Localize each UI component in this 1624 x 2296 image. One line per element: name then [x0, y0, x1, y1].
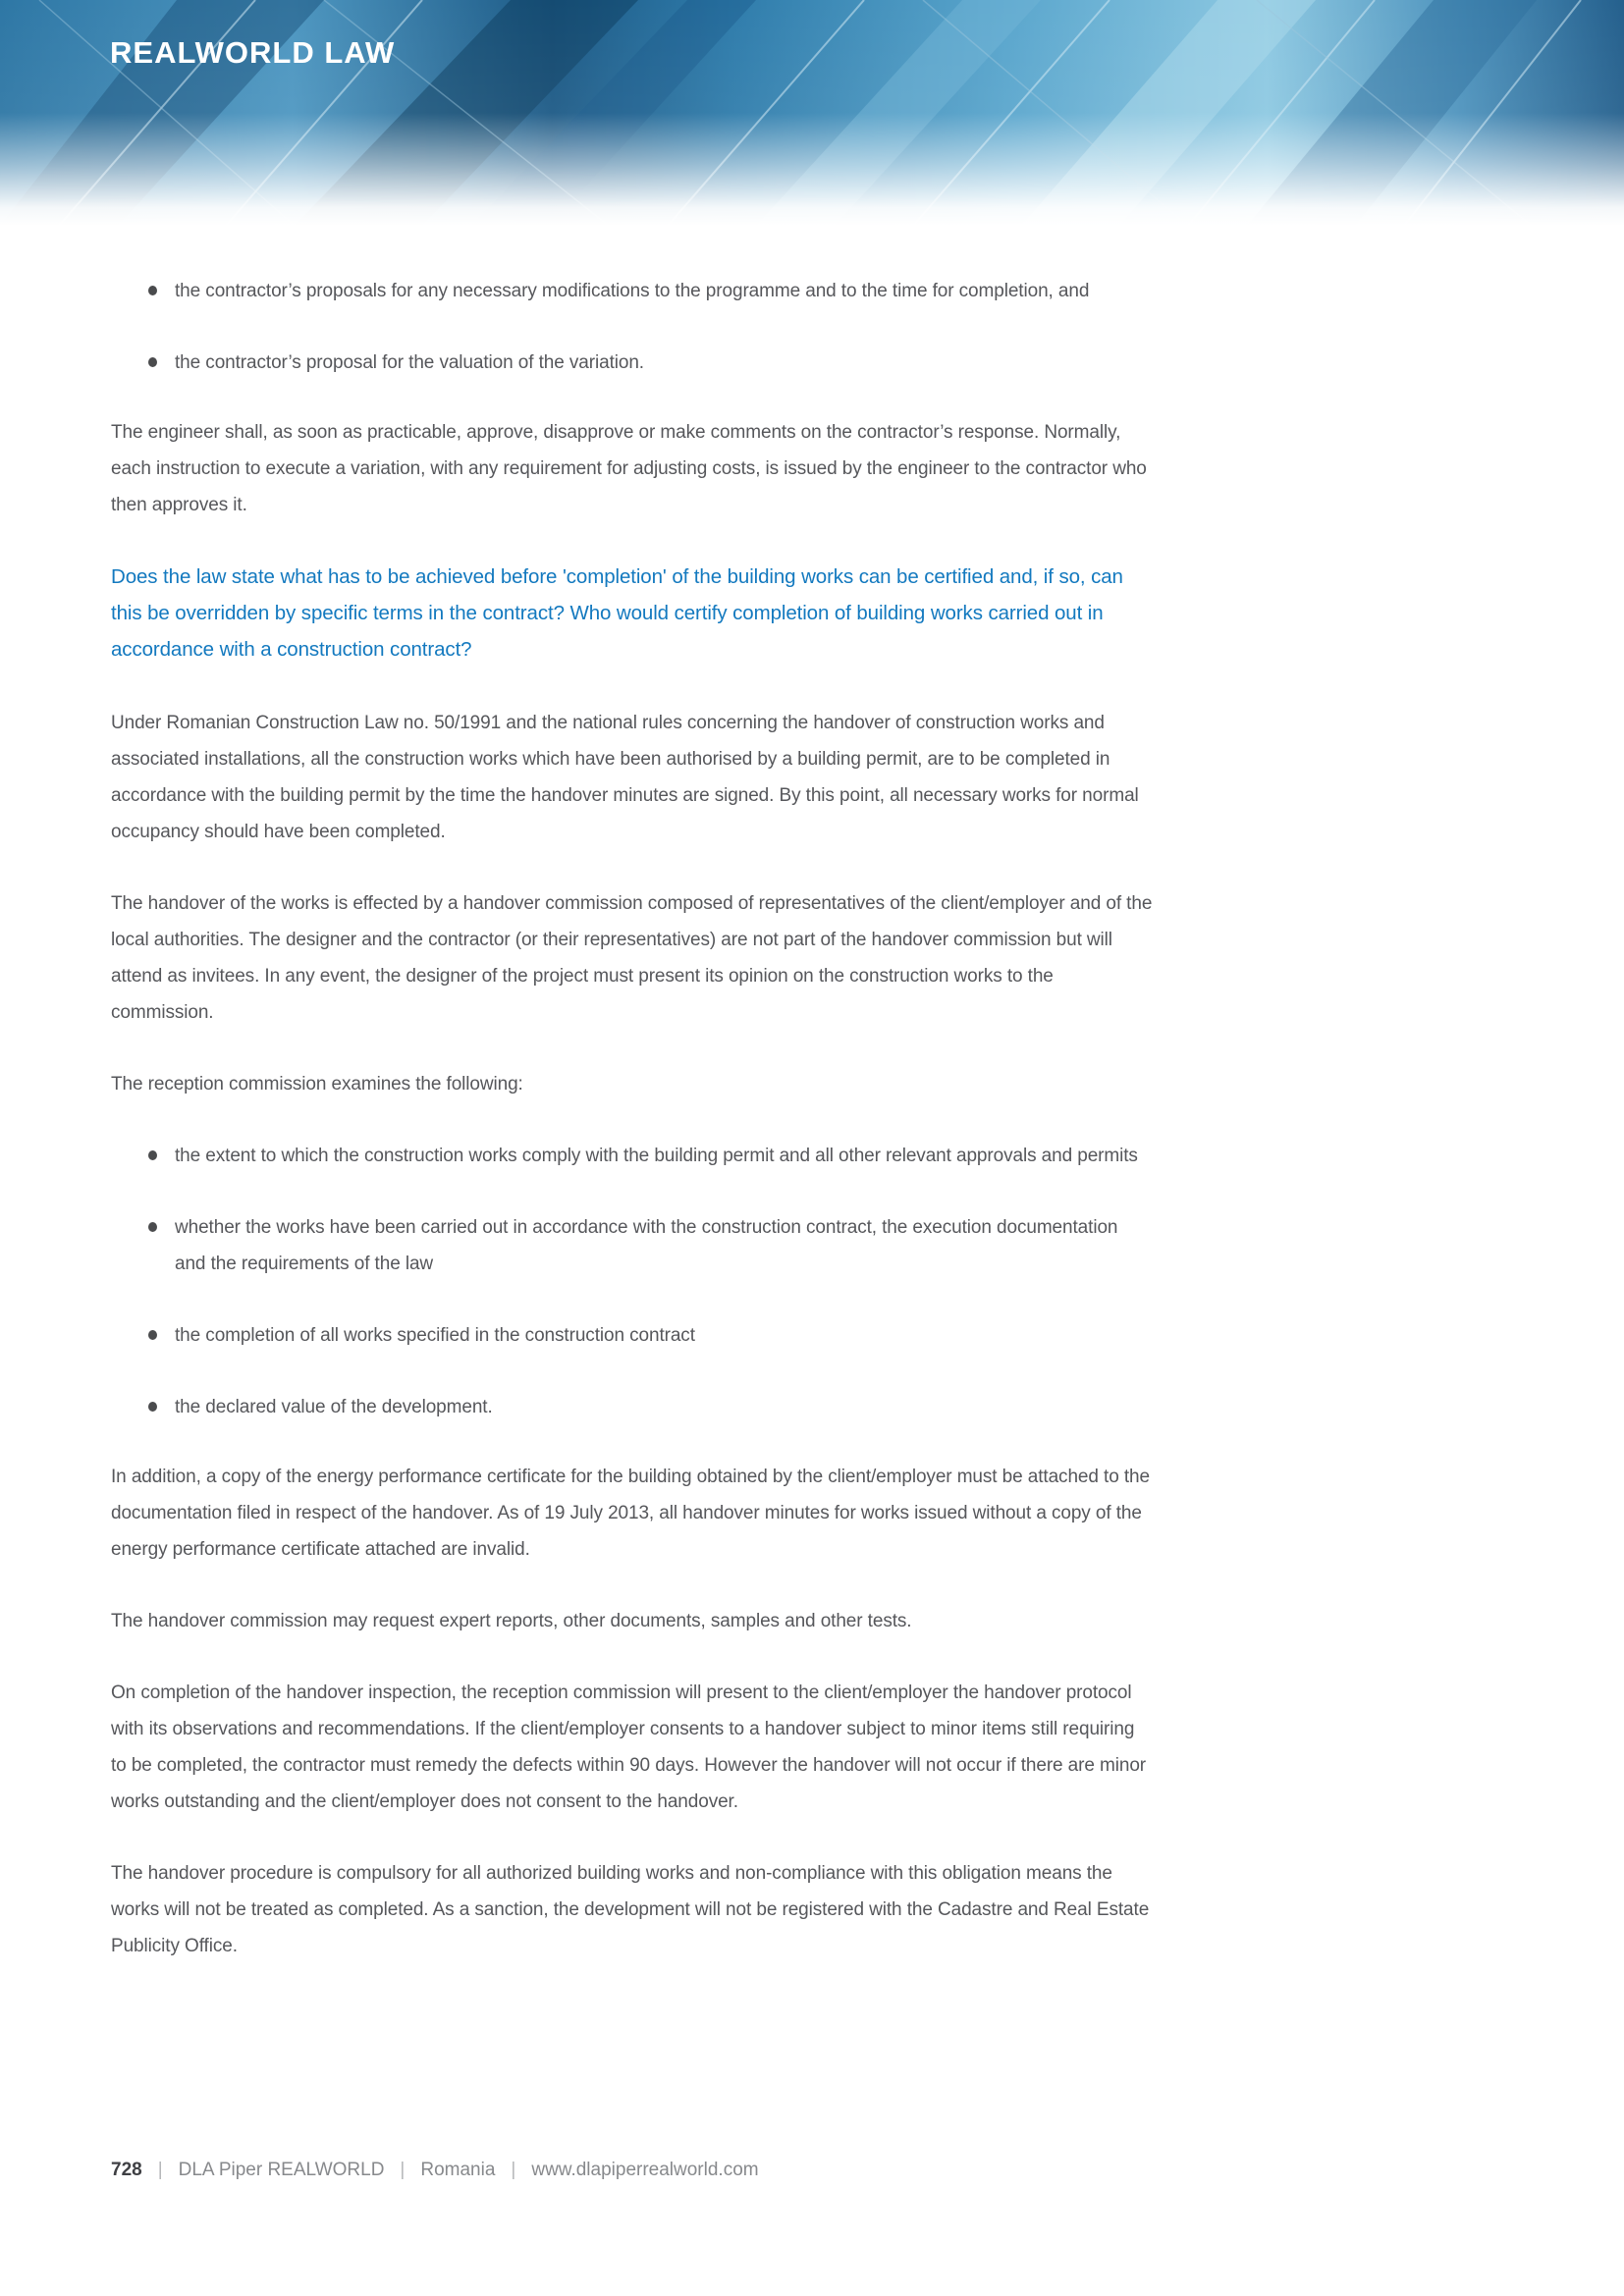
question-heading: Does the law state what has to be achieved before 'completion' of the building works can be certified and, if so, can this be overridden by specific terms in the contract? Who would certify completion of building works carried out in accordance with a construction contract? [111, 565, 1123, 661]
footer-separator: | [157, 2160, 163, 2180]
paragraph-under-law: Under Romanian Construction Law no. 50/1991 and the national rules concerning the handover of construction works and associated installations, all the construction works which have been authorised by a building permit, are to be completed in accordance with the building permit by the time the handover minutes are signed. By this point, all necessary works for normal occupancy should have been completed. [111, 713, 1139, 842]
page-header [0, 0, 1624, 226]
list-item-text: the completion of all works specified in the construction contract [175, 1325, 695, 1346]
list-item [111, 345, 1153, 381]
bullet-list-variation [111, 273, 1153, 381]
paragraph-engineer-response: The engineer shall, as soon as practicable, approve, disapprove or make comments on the contractor’s response. Normally, each instruction to execute a variation, with any requirement for adjusting costs, is issued by the engineer to the contractor who then approves it. [111, 422, 1147, 515]
list-item-text: the declared value of the development. [175, 1397, 493, 1417]
list-item-text: the contractor’s proposals for any necessary modifications to the programme and to the time for completion, and [175, 281, 1090, 301]
list-item [111, 1138, 1153, 1174]
document-body [0, 226, 1264, 1964]
page-number: 728 [111, 2160, 142, 2180]
list-item [111, 273, 1153, 309]
glass-building-banner-image [0, 0, 1624, 226]
paragraph-on-completion: On completion of the handover inspection, the reception commission will present to the client/employer the handover protocol with its observations and recommendations. If the client/employer consents to a handover subject to minor items still requiring to be completed, the contractor must remedy the defects within 90 days. However the handover will not occur if there are minor works outstanding and the client/employer does not consent to the handover. [111, 1682, 1147, 1812]
list-item [111, 1389, 1153, 1425]
paragraph-energy-certificate: In addition, a copy of the energy performance certificate for the building obtained by the client/employer must be attached to the documentation filed in respect of the handover. As of 19 July 2013, all handover minutes for works issued without a copy of the energy performance certificate attached are invalid. [111, 1467, 1150, 1560]
list-item-text: the extent to which the construction works comply with the building permit and all other relevant approvals and permits [175, 1146, 1138, 1166]
footer-country: Romania [420, 2160, 496, 2180]
website-link[interactable]: www.dlapiperrealworld.com [531, 2160, 759, 2180]
brand-title: REALWORLD LAW [110, 35, 396, 70]
list-item-text: the contractor’s proposal for the valuation of the variation. [175, 352, 644, 373]
list-item [111, 1317, 1153, 1354]
paragraph-reception-intro: The reception commission examines the following: [111, 1074, 523, 1095]
list-item [111, 1209, 1153, 1282]
list-item-text: whether the works have been carried out in accordance with the construction contract, the execution documentation and the requirements of the law [175, 1217, 1118, 1274]
footer-separator: | [400, 2160, 406, 2180]
page-footer [111, 2160, 759, 2181]
paragraph-handover-commission: The handover of the works is effected by a handover commission composed of representatives of the client/employer and of the local authorities. The designer and the contractor (or their representatives) are not part of the handover commission but will attend as invitees. In any event, the designer of the project must present its opinion on the construction works to the commission. [111, 893, 1153, 1023]
paragraph-compulsory: The handover procedure is compulsory for all authorized building works and non-compliance with this obligation means the works will not be treated as completed. As a sanction, the development will not be registered with the Cadastre and Real Estate Publicity Office. [111, 1863, 1150, 1956]
footer-brand: DLA Piper REALWORLD [178, 2160, 385, 2180]
paragraph-expert-reports: The handover commission may request expert reports, other documents, samples and other tests. [111, 1611, 912, 1631]
bullet-list-reception [111, 1138, 1153, 1425]
footer-separator: | [511, 2160, 516, 2180]
